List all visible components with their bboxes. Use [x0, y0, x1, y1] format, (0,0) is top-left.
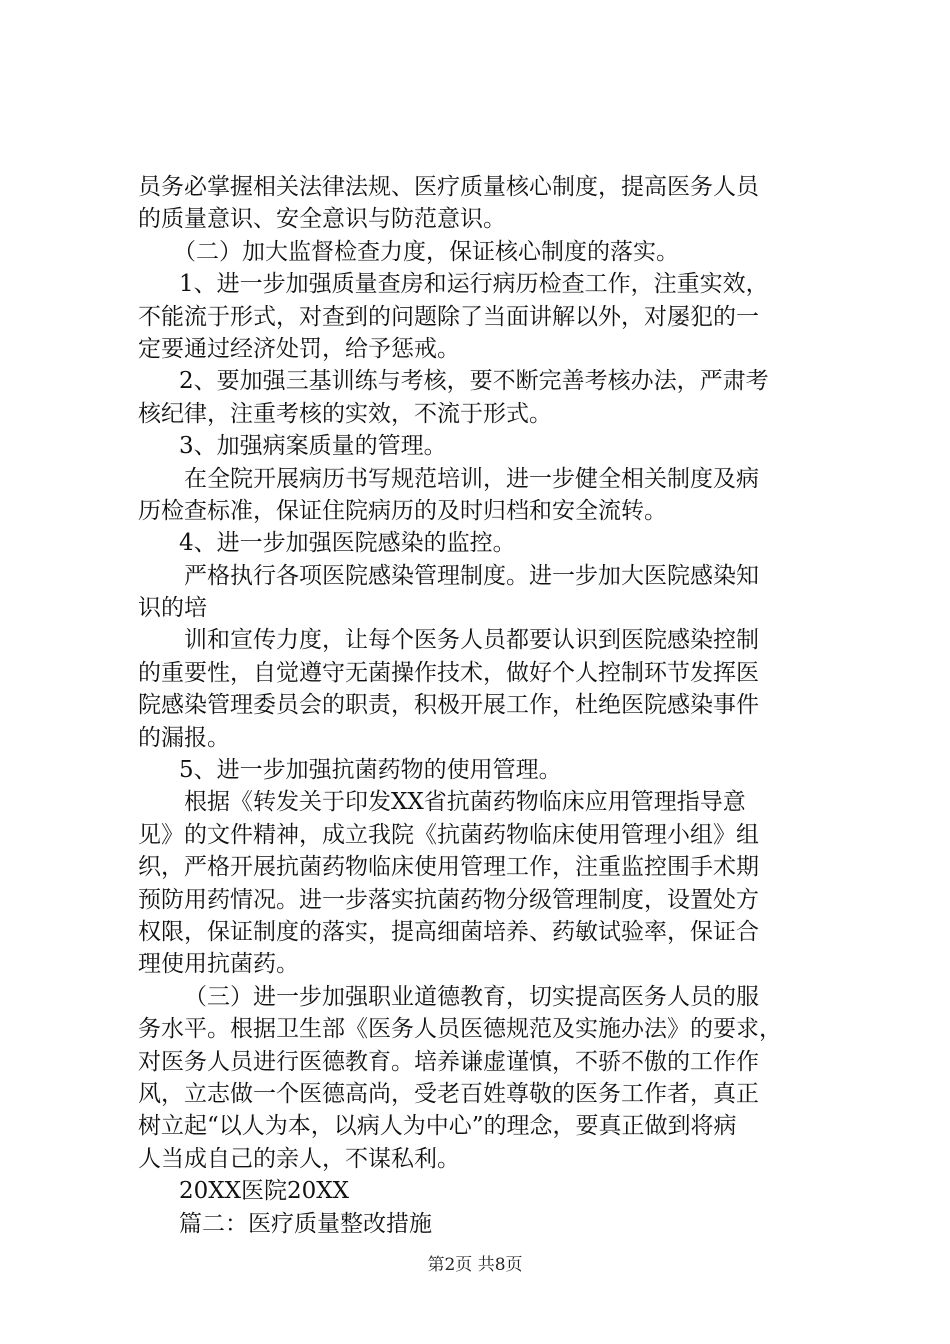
text-line: 员务必掌握相关法律法规、医疗质量核心制度，提高医务人员 [138, 174, 759, 200]
paragraph-start: 训和宣传力度，让每个医务人员都要认识到医院感染控制 [184, 627, 759, 654]
list-item-heading: 1、进一步加强质量查房和运行病历检查工作，注重实效， [179, 271, 769, 298]
section-heading: （三）进一步加强职业道德教育，切实提高医务人员的服 [184, 983, 759, 1010]
list-item-heading: 5、进一步加强抗菌药物的使用管理。 [179, 757, 562, 784]
text-line: 定要通过经济处罚，给予惩戒。 [138, 335, 460, 362]
text-line: 不能流于形式，对查到的问题除了当面讲解以外，对屡犯的一 [138, 303, 759, 330]
paragraph-start: 严格执行各项医院感染管理制度。进一步加大医院感染知 [184, 562, 759, 589]
text-line: 人当成自己的亲人，不谋私利。 [138, 1145, 460, 1172]
text-line: 预防用药情况。进一步落实抗菌药物分级管理制度，设置处方 [138, 886, 759, 913]
text-line: 风，立志做一个医德高尚，受老百姓尊敬的医务工作者，真正 [138, 1080, 759, 1107]
text-line: 院感染管理委员会的职责，积极开展工作，杜绝医院感染事件 [138, 692, 759, 719]
list-item-heading: 2、要加强三基训练与考核，要不断完善考核办法，严肃考 [179, 368, 769, 395]
list-item-heading: 4、进一步加强医院感染的监控。 [179, 530, 516, 557]
section-heading: （二）加大监督检查力度，保证核心制度的落实。 [173, 238, 679, 265]
paragraph-start: 在全院开展病历书写规范培训，进一步健全相关制度及病 [184, 465, 759, 492]
text-line: 识的培 [138, 595, 207, 622]
text-line: 权限，保证制度的落实，提高细菌培养、药敏试验率，保证合 [138, 918, 759, 945]
signature-line: 20XX医院20XX [179, 1178, 350, 1205]
text-line: 务水平。根据卫生部《医务人员医德规范及实施办法》的要求， [138, 1016, 782, 1043]
text-line: 的重要性，自觉遵守无菌操作技术，做好个人控制环节发挥医 [138, 659, 759, 686]
text-line: 见》的文件精神，成立我院《抗菌药物临床使用管理小组》组 [138, 821, 759, 848]
chapter-heading: 篇二：医疗质量整改措施 [179, 1210, 432, 1237]
text-line: 理使用抗菌药。 [138, 951, 299, 978]
text-line: 核纪律，注重考核的实效，不流于形式。 [138, 400, 552, 427]
text-line: 的漏报。 [138, 724, 230, 751]
document-body [138, 171, 838, 1240]
text-line: 树立起“以人为本，以病人为中心”的理念，要真正做到将病 [138, 1113, 737, 1140]
paragraph-start: 根据《转发关于印发XX省抗菌药物临床应用管理指导意 [184, 789, 746, 816]
text-line: 织，严格开展抗菌药物临床使用管理工作，注重监控围手术期 [138, 854, 759, 881]
page-footer [0, 1250, 950, 1275]
text-line: 对医务人员进行医德教育。培养谦虚谨慎，不骄不傲的工作作 [138, 1048, 759, 1075]
text-line: 的质量意识、安全意识与防范意识。 [138, 206, 506, 233]
list-item-heading: 3、加强病案质量的管理。 [179, 433, 447, 460]
page-number: 第2页 共8页 [427, 1255, 523, 1275]
text-line: 历检查标准，保证住院病历的及时归档和安全流转。 [138, 497, 667, 524]
